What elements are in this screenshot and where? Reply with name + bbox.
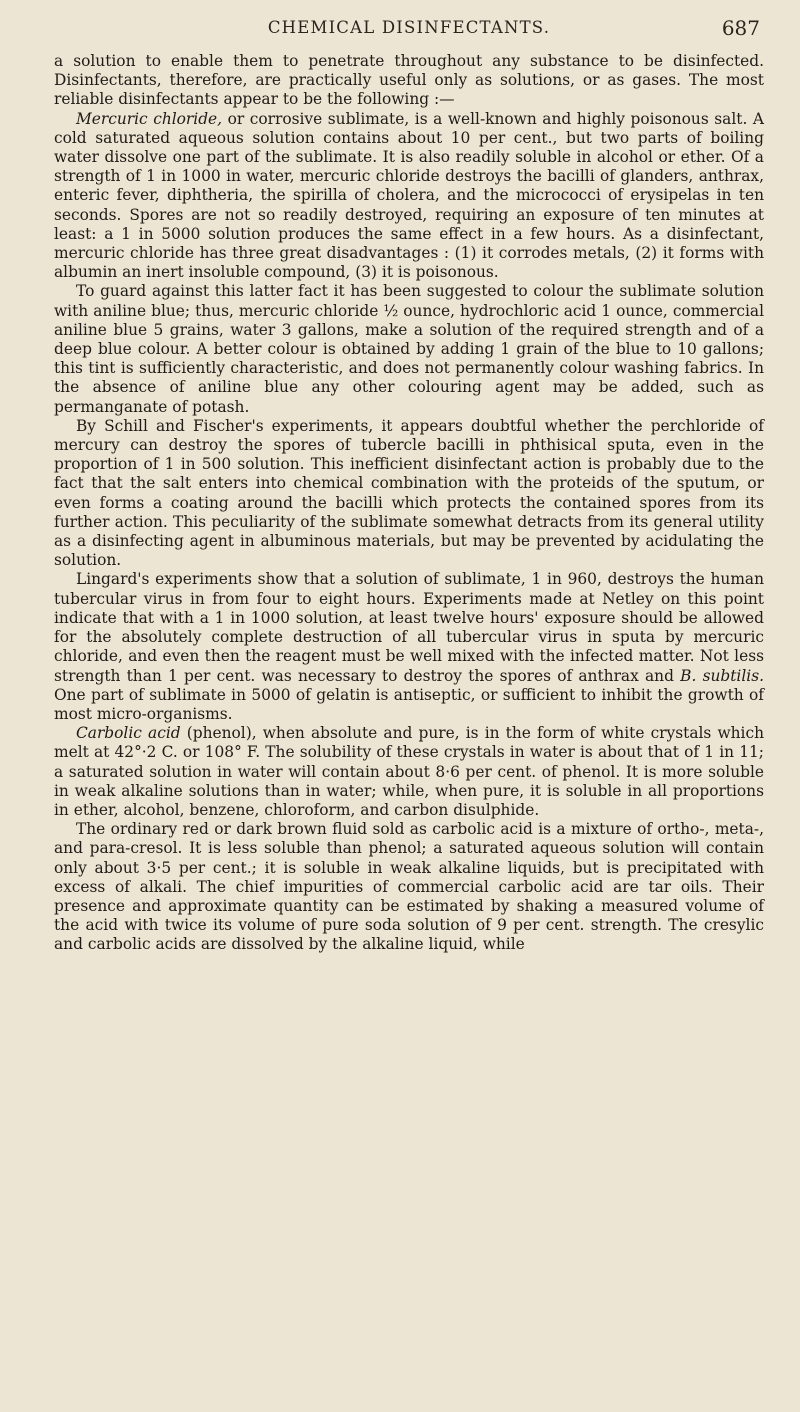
paragraph-schill-fischer bbox=[54, 417, 764, 571]
paragraph-colouring bbox=[54, 282, 764, 416]
paragraph-intro bbox=[54, 52, 764, 110]
paragraph-text: or corrosive sublimate, is a well-known and highly poisonous salt. A cold saturated aqueous solution contains about 10 per cent., but two parts of boiling water dissolve one part of the sublimate. It is also readily soluble in alcohol or ether. Of a strength of 1 in 1000 in water, mercuric chloride destroys the bacilli of glanders, anthrax, enteric fever, diphtheria, the spirilla of cholera, and the micrococci of erysipelas in ten seconds. Spores are not so readily destroyed, requiring an exposure of ten minutes at least: a 1 in 5000 solution produces the same effect in a few hours. As a disinfectant, mercuric chloride has three great disadvantages : (1) it corrodes metals, (2) it forms with albumin an inert insoluble compound, (3) it is poisonous. bbox=[54, 109, 764, 282]
paragraph-lead: B. subtilis. bbox=[680, 666, 764, 685]
paragraph-text: By Schill and Fischer's experiments, it appears doubtful whether the perchloride of mercury can destroy the spores of tubercle bacilli in phthisical sputa, even in the proportion of 1 in 500 solution. This inefficient disinfectant action is probably due to the fact that the salt enters into chemical combination with the proteids of the sputum, or even forms a coating around the bacilli which protects the contained spores from its further action. This peculiarity of the sublimate somewhat detracts from its general utility as a disinfecting agent in albuminous materials, but may be prevented by acidulating the solution. bbox=[54, 416, 764, 570]
paragraph-lingard bbox=[54, 570, 764, 724]
paragraph-lead: Carbolic acid bbox=[76, 724, 181, 743]
paragraph-text: Lingard's experiments show that a solution of sublimate, 1 in 960, destroys the human tubercular virus in from four to eight hours. Experiments made at Netley on this point indicate that with a 1 in 1000 solution, at least twelve hours' exposure should be allowed for the absolutely complete destruction of all tubercular virus in sputa by mercuric chloride, and even then the reagent must be well mixed with the infected matter. Not less strength than 1 per cent. was necessary to destroy the spores of anthrax and bbox=[54, 570, 764, 685]
paragraph-text: (phenol), when absolute and pure, is in the form of white crystals which melt at 42°·2 C. or 108° F. The solubility of these crystals in water is about that of 1 in 11; a saturated solution in water will contain about 8·6 per cent. of phenol. It is more soluble in weak alkaline solutions than in water; while, when pure, it is soluble in all proportions in ether, alcohol, benzene, chloroform, and carbon disulphide. bbox=[54, 724, 764, 819]
running-title: CHEMICAL DISINFECTANTS. bbox=[267, 18, 551, 37]
paragraph-text: One part of sublimate in 5000 of gelatin is antiseptic, or sufficient to inhibit the growth of most micro-organisms. bbox=[54, 685, 764, 723]
paragraph-cresol bbox=[54, 820, 764, 954]
body-text bbox=[54, 52, 764, 955]
paragraph-mercuric-chloride bbox=[54, 110, 764, 283]
paragraph-text: To guard against this latter fact it has been suggested to colour the sublimate solution with aniline blue; thus, mercuric chloride ½ ounce, hydrochloric acid 1 ounce, commercial aniline blue 5 grains, water 3 gallons, make a solution of the required strength and of a deep blue colour. A better colour is obtained by adding 1 grain of the blue to 10 gallons; this tint is sufficiently characteristic, and does not permanently colour washing fabrics. In the absence of aniline blue any other colouring agent may be added, such as permanganate of potash. bbox=[54, 282, 764, 416]
paragraph-lead: Mercuric chloride, bbox=[76, 109, 223, 128]
paragraph-text: The ordinary red or dark brown fluid sold as carbolic acid is a mixture of ortho-, meta-, and para-cresol. It is less soluble than phenol; a saturated aqueous solution will contain only about 3·5 per cent.; it is soluble in weak alkaline liquids, but is precipitated with excess of alkali. The chief impurities of commercial carbolic acid are tar oils. Their presence and approximate quantity can be estimated by shaking a measured volume of the acid with twice its volume of pure soda solution of 9 per cent. strength. The cresylic and carbolic acids are dissolved by the alkaline liquid, while bbox=[54, 820, 764, 954]
paragraph-carbolic-acid bbox=[54, 724, 764, 820]
page-header bbox=[54, 16, 764, 48]
paragraph-text: a solution to enable them to penetrate throughout any substance to be disinfected. Disinfectants, therefore, are practically useful only as solutions, or as gases. The most reliable disinfectants appear to be the following :— bbox=[54, 52, 764, 109]
page-number: 687 bbox=[721, 16, 760, 40]
